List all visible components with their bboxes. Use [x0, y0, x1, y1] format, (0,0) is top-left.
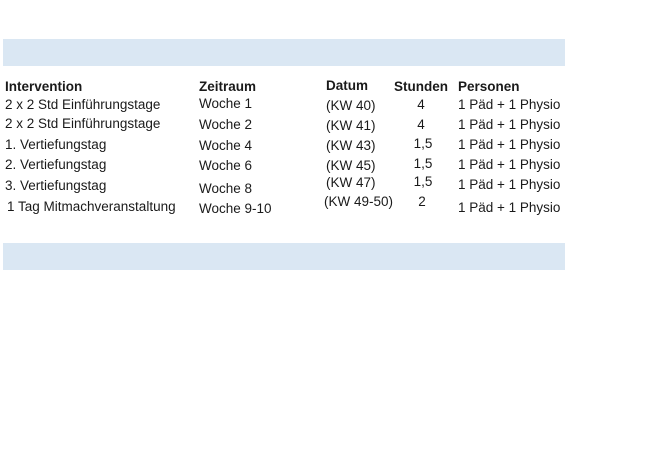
row1-zeitraum: Woche 1 — [199, 96, 253, 111]
row4-intervention: 2. Vertiefungstag — [5, 157, 107, 172]
row5-datum: (KW 47) — [326, 175, 376, 190]
row4-zeitraum: Woche 6 — [199, 158, 253, 173]
header-personen: Personen — [458, 79, 520, 94]
row2-personen: 1 Päd + 1 Physio — [458, 117, 561, 132]
row2-intervention: 2 x 2 Std Einführungstage — [5, 116, 161, 131]
row1-datum: (KW 40) — [326, 98, 376, 113]
row4-stunden: 1,5 — [413, 156, 433, 171]
row6-intervention: 1 Tag Mitmachveranstaltung — [7, 199, 176, 214]
row5-personen: 1 Päd + 1 Physio — [458, 177, 561, 192]
row3-datum: (KW 43) — [326, 138, 376, 153]
row2-zeitraum: Woche 2 — [199, 117, 253, 132]
row3-zeitraum: Woche 4 — [199, 138, 253, 153]
row4-datum: (KW 45) — [326, 158, 376, 173]
row6-stunden: 2 — [418, 194, 426, 209]
header-datum: Datum — [326, 78, 369, 93]
row5-intervention: 3. Vertiefungstag — [5, 178, 107, 193]
row6-zeitraum: Woche 9-10 — [199, 201, 272, 216]
row1-personen: 1 Päd + 1 Physio — [458, 97, 561, 112]
row1-intervention: 2 x 2 Std Einführungstage — [5, 97, 161, 112]
row3-intervention: 1. Vertiefungstag — [5, 137, 107, 152]
row3-stunden: 1,5 — [413, 136, 433, 151]
row3-personen: 1 Päd + 1 Physio — [458, 137, 561, 152]
row5-stunden: 1,5 — [413, 174, 433, 189]
row6-personen: 1 Päd + 1 Physio — [458, 200, 561, 215]
row4-personen: 1 Päd + 1 Physio — [458, 157, 561, 172]
header-intervention: Intervention — [5, 79, 83, 94]
row2-datum: (KW 41) — [326, 118, 376, 133]
row2-stunden: 4 — [417, 117, 425, 132]
row6-datum: (KW 49-50) — [324, 194, 394, 209]
header-zeitraum: Zeitraum — [199, 79, 257, 94]
row1-stunden: 4 — [417, 97, 425, 112]
row5-zeitraum: Woche 8 — [199, 181, 253, 196]
header-stunden: Stunden — [394, 79, 448, 94]
